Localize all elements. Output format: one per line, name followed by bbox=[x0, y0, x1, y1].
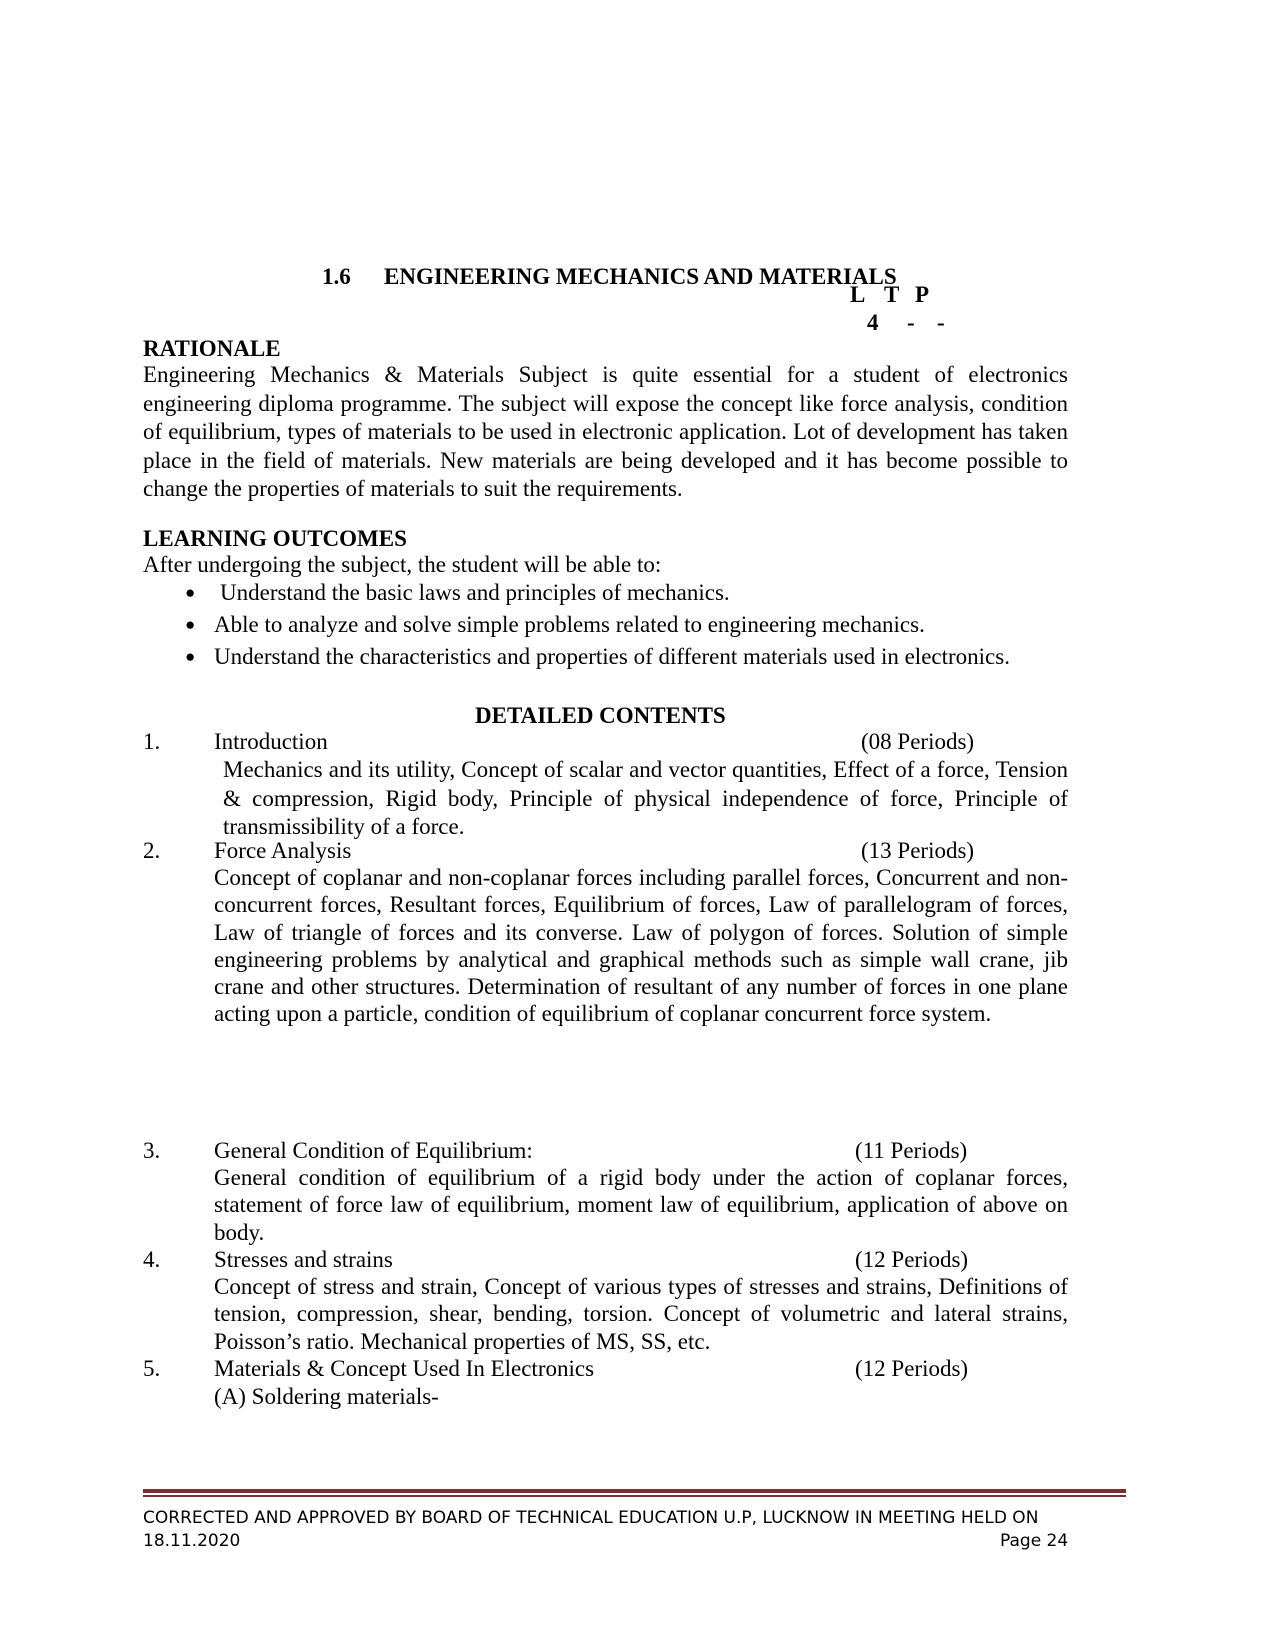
unit-title: General Condition of Equilibrium: bbox=[214, 1138, 533, 1163]
ltp-t-label: T bbox=[884, 282, 900, 307]
unit-number: 5. bbox=[143, 1356, 161, 1381]
detailed-contents-heading: DETAILED CONTENTS bbox=[475, 703, 726, 728]
ltp-p-value: - bbox=[937, 310, 945, 335]
unit-periods: (12 Periods) bbox=[855, 1356, 969, 1381]
unit-body: Concept of stress and strain, Concept of various types of stresses and strains, Definitions of tension, compression, shear, bending, torsion. Concept of volumetric and lateral strains, Poisson’s ratio. Mechanical properties of MS, SS, etc. bbox=[214, 1274, 1068, 1354]
learning-outcome-item: Able to analyze and solve simple problems related to engineering mechanics. bbox=[214, 612, 925, 637]
unit-number: 1. bbox=[143, 729, 161, 754]
unit-title: Materials & Concept Used In Electronics bbox=[214, 1356, 595, 1381]
learning-outcome-item: Understand the basic laws and principles of mechanics. bbox=[220, 580, 730, 605]
unit-number: 3. bbox=[143, 1138, 161, 1163]
footer-date: 18.11.2020 bbox=[143, 1531, 241, 1551]
footer-divider-thin bbox=[143, 1495, 1126, 1497]
unit-periods: (08 Periods) bbox=[861, 729, 975, 754]
bullet-icon: ● bbox=[185, 647, 196, 666]
unit-number: 4. bbox=[143, 1247, 161, 1272]
ltp-l-label: L bbox=[850, 282, 866, 307]
unit-body: General condition of equilibrium of a rigid body under the action of coplanar forces, statement of force law of equilibrium, moment law of equilibrium, application of above on body. bbox=[214, 1165, 1068, 1245]
unit-body: (A) Soldering materials- bbox=[214, 1384, 439, 1409]
unit-body: Mechanics and its utility, Concept of scalar and vector quantities, Effect of a force, Tension & compression, Rigid body, Principle of physical independence of force, Principle of transmissibility of a force. bbox=[223, 757, 1068, 839]
learning-outcomes-heading: LEARNING OUTCOMES bbox=[143, 526, 407, 551]
unit-periods: (13 Periods) bbox=[861, 838, 975, 863]
learning-outcome-item: Understand the characteristics and properties of different materials used in electronics. bbox=[214, 644, 1010, 669]
footer-approval-text: CORRECTED AND APPROVED BY BOARD OF TECHNICAL EDUCATION U.P, LUCKNOW IN MEETING HELD ON bbox=[143, 1508, 1039, 1528]
unit-title: Force Analysis bbox=[214, 838, 352, 863]
section-number: 1.6 bbox=[322, 264, 351, 289]
footer-divider bbox=[143, 1489, 1126, 1493]
footer-page-number: Page 24 bbox=[1000, 1531, 1069, 1551]
section-title-text: ENGINEERING MECHANICS AND MATERIALS bbox=[384, 264, 897, 289]
unit-body: Concept of coplanar and non-coplanar forces including parallel forces, Concurrent and non-concurrent forces, Resultant forces, Equilibrium of forces, Law of parallelogram of forces, Law of triangle of forces and its converse. Law of polygon of forces. Solution of simple engineering problems by analytical and graphical methods such as simple wall crane, jib crane and other structures. Determination of resultant of any number of forces in one plane acting upon a particle, condition of equilibrium of coplanar concurrent force system. bbox=[214, 865, 1068, 1027]
learning-outcomes-intro: After undergoing the subject, the student will be able to: bbox=[143, 552, 662, 577]
unit-periods: (11 Periods) bbox=[855, 1138, 968, 1163]
unit-periods: (12 Periods) bbox=[855, 1247, 969, 1272]
unit-title: Introduction bbox=[214, 729, 328, 754]
rationale-body: Engineering Mechanics & Materials Subject is quite essential for a student of electronics engineering diploma programme. The subject will expose the concept like force analysis, condition of equilibrium, types of materials to be used in electronic application. Lot of development has taken place in the field of materials. New materials are being developed and it has become possible to change the properties of materials to suit the requirements. bbox=[143, 362, 1068, 501]
bullet-icon: ● bbox=[185, 583, 196, 602]
rationale-heading: RATIONALE bbox=[143, 336, 281, 361]
ltp-t-value: - bbox=[907, 310, 915, 335]
ltp-p-label: P bbox=[915, 282, 930, 307]
unit-title: Stresses and strains bbox=[214, 1247, 393, 1272]
section-title bbox=[322, 264, 897, 290]
unit-number: 2. bbox=[143, 838, 161, 863]
bullet-icon: ● bbox=[185, 615, 196, 634]
ltp-l-value: 4 bbox=[867, 310, 879, 335]
